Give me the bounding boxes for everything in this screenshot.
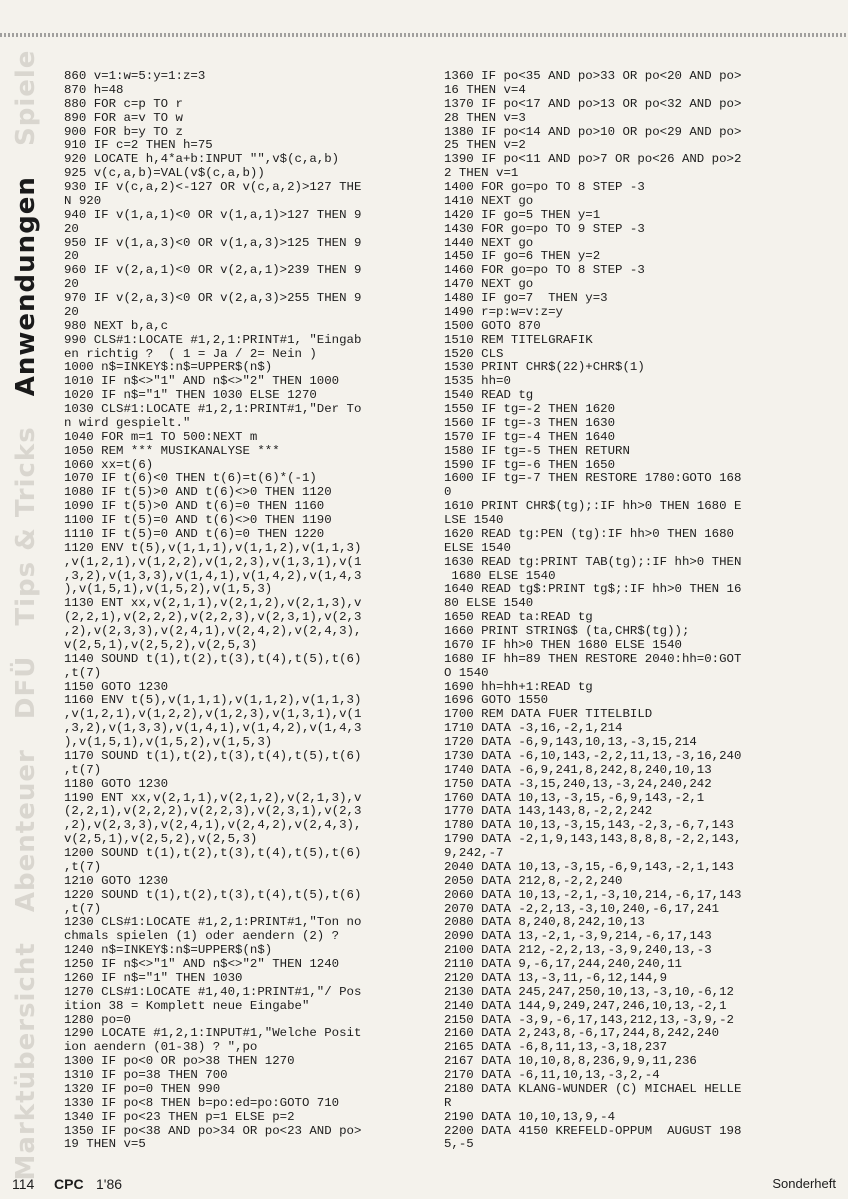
code-line: 1310 IF po=38 THEN 700 [64, 1068, 228, 1082]
code-line: 20 [64, 304, 79, 319]
code-line: 930 IF v(c,a,2)<-127 OR v(c,a,2)>127 THE [64, 180, 362, 194]
code-line: 1650 READ ta:READ tg [444, 610, 593, 625]
code-line: ),v(1,5,1),v(1,5,2),v(1,5,3) [64, 735, 273, 749]
code-line: 28 THEN v=3 [444, 110, 526, 125]
code-line: 880 FOR c=p TO r [64, 96, 183, 111]
code-line: ,2),v(2,3,3),v(2,4,1),v(2,4,2),v(2,4,3), [64, 818, 362, 833]
code-line: ,3,2),v(1,3,3),v(1,4,1),v(1,4,2),v(1,4,3 [64, 568, 362, 583]
code-line: 1780 DATA 10,13,-3,15,143,-2,3,-6,7,143 [444, 818, 734, 833]
code-line: 1350 IF po<38 AND po>34 OR po<23 AND po> [64, 1123, 362, 1138]
code-line: 20 [64, 277, 79, 292]
code-line: 1696 GOTO 1550 [444, 693, 549, 708]
code-line: 1720 DATA -6,9,143,10,13,-3,15,214 [444, 735, 697, 749]
code-line: 2120 DATA 13,-3,11,-6,12,144,9 [444, 970, 668, 985]
code-line: 20 [64, 249, 79, 264]
code-line: 2110 DATA 9,-6,17,244,240,240,11 [444, 957, 682, 971]
code-line: 1550 IF tg=-2 THEN 1620 [444, 402, 616, 416]
code-line: 1150 GOTO 1230 [64, 679, 169, 694]
code-line: 1700 REM DATA FUER TITELBILD [444, 707, 653, 722]
code-line: 1430 FOR go=po TO 9 STEP -3 [444, 221, 645, 236]
code-line: ,3,2),v(1,3,3),v(1,4,1),v(1,4,2),v(1,4,3 [64, 721, 362, 736]
code-line: 0 [444, 485, 452, 500]
code-line: 2060 DATA 10,13,-2,1,-3,10,214,-6,17,143 [444, 887, 742, 902]
code-line: 1520 CLS [444, 346, 504, 361]
code-line: 1020 IF n$="1" THEN 1030 ELSE 1270 [64, 388, 317, 403]
code-line: 1030 CLS#1:LOCATE #1,2,1:PRINT#1,"Der To [64, 402, 362, 416]
code-line: 2167 DATA 10,10,8,8,236,9,9,11,236 [444, 1054, 697, 1069]
code-line: ion aendern (01-38) ? ",po [64, 1040, 258, 1055]
code-line: 1620 READ tg:PEN (tg):IF hh>0 THEN 1680 [444, 526, 734, 541]
code-line: en richtig ? ( 1 = Ja / 2= Nein ) [64, 346, 317, 361]
code-line: 2080 DATA 8,240,8,242,10,13 [444, 915, 645, 930]
code-line: 1200 SOUND t(1),t(2),t(3),t(4),t(5),t(6) [64, 846, 362, 860]
code-line: 1470 NEXT go [444, 277, 534, 292]
code-line: 1180 GOTO 1230 [64, 776, 169, 791]
code-line: 1250 IF n$<>"1" AND n$<>"2" THEN 1240 [64, 957, 340, 971]
code-line: 1210 GOTO 1230 [64, 873, 169, 888]
code-line: 9,242,-7 [444, 846, 504, 860]
code-line: n wird gespielt." [64, 415, 191, 430]
code-line: 1060 xx=t(6) [64, 457, 154, 472]
code-line: 2190 DATA 10,10,13,9,-4 [444, 1109, 616, 1124]
section-sidebar [0, 49, 52, 1181]
code-line: 1535 hh=0 [444, 374, 511, 389]
code-line: 1080 IF t(5)>0 AND t(6)<>0 THEN 1120 [64, 485, 332, 500]
code-line: O 1540 [444, 665, 489, 680]
code-line: 1690 hh=hh+1:READ tg [444, 679, 593, 694]
code-line: 870 h=48 [64, 82, 124, 97]
code-line: 1380 IF po<14 AND po>10 OR po<29 AND po> [444, 124, 742, 139]
code-line: 1190 ENT xx,v(2,1,1),v(2,1,2),v(2,1,3),v [64, 790, 362, 805]
code-line: 2140 DATA 144,9,249,247,246,10,13,-2,1 [444, 998, 727, 1013]
code-line: N 920 [64, 193, 102, 208]
code-line: 1410 NEXT go [444, 193, 534, 208]
code-line: 1480 IF go=7 THEN y=3 [444, 291, 608, 305]
code-line: 1170 SOUND t(1),t(2),t(3),t(4),t(5),t(6) [64, 748, 362, 763]
code-line: 1590 IF tg=-6 THEN 1650 [444, 457, 616, 472]
code-line: 1090 IF t(5)>0 AND t(6)=0 THEN 1160 [64, 499, 325, 514]
magazine-name: CPC [54, 1176, 84, 1192]
code-line: v(2,5,1),v(2,5,2),v(2,5,3) [64, 637, 258, 652]
code-line: (2,2,1),v(2,2,2),v(2,2,3),v(2,3,1),v(2,3 [64, 804, 362, 819]
code-line: 900 FOR b=y TO z [64, 124, 183, 139]
code-line: 890 FOR a=v TO w [64, 110, 183, 125]
code-line: 1510 REM TITELGRAFIK [444, 332, 593, 347]
code-line: LSE 1540 [444, 513, 504, 527]
code-line: 1460 FOR go=po TO 8 STEP -3 [444, 263, 645, 278]
code-line: 2070 DATA -2,2,13,-3,10,240,-6,17,241 [444, 901, 720, 916]
code-line: 1300 IF po<0 OR po>38 THEN 1270 [64, 1054, 295, 1069]
code-line: ,t(7) [64, 762, 102, 777]
code-line: 1140 SOUND t(1),t(2),t(3),t(4),t(5),t(6) [64, 651, 362, 666]
code-line: 980 NEXT b,a,c [64, 318, 169, 333]
code-line: 1500 GOTO 870 [444, 318, 541, 333]
code-line: 950 IF v(1,a,3)<0 OR v(1,a,3)>125 THEN 9 [64, 235, 362, 250]
code-line: 2160 DATA 2,243,8,-6,17,244,8,242,240 [444, 1026, 720, 1041]
code-line: 1040 FOR m=1 TO 500:NEXT m [64, 429, 258, 444]
sidebar-item-spiele: Spiele [11, 49, 41, 146]
code-line: 1000 n$=INKEY$:n$=UPPER$(n$) [64, 360, 273, 375]
code-line: 1490 r=p:w=v:z=y [444, 304, 563, 319]
code-line: ,v(1,2,1),v(1,2,2),v(1,2,3),v(1,3,1),v(1 [64, 554, 362, 569]
code-line: 2040 DATA 10,13,-3,15,-6,9,143,-2,1,143 [444, 859, 734, 874]
code-line: 1540 READ tg [444, 388, 534, 403]
code-line: 5,-5 [444, 1137, 474, 1152]
code-line: 1680 ELSE 1540 [444, 568, 556, 583]
code-line: 1230 CLS#1:LOCATE #1,2,1:PRINT#1,"Ton no [64, 915, 362, 930]
code-line: ),v(1,5,1),v(1,5,2),v(1,5,3) [64, 582, 273, 597]
code-line: 960 IF v(2,a,1)<0 OR v(2,a,1)>239 THEN 9 [64, 263, 362, 278]
sidebar-item-marktuebersicht: Marktübersicht [11, 942, 41, 1181]
code-line: 1130 ENT xx,v(2,1,1),v(2,1,2),v(2,1,3),v [64, 596, 362, 611]
code-line: 20 [64, 221, 79, 236]
code-line: 1290 LOCATE #1,2,1:INPUT#1,"Welche Posit [64, 1026, 362, 1041]
code-line: 1600 IF tg=-7 THEN RESTORE 1780:GOTO 168 [444, 471, 742, 486]
code-line: 925 v(c,a,b)=VAL(v$(c,a,b)) [64, 166, 265, 181]
code-line: (2,2,1),v(2,2,2),v(2,2,3),v(2,3,1),v(2,3 [64, 610, 362, 625]
code-line: ,2),v(2,3,3),v(2,4,1),v(2,4,2),v(2,4,3), [64, 624, 362, 638]
code-line: 80 ELSE 1540 [444, 596, 534, 611]
code-line: 1400 FOR go=po TO 8 STEP -3 [444, 180, 645, 194]
code-line: 1420 IF go=5 THEN y=1 [444, 207, 601, 222]
code-line: 1330 IF po<8 THEN b=po:ed=po:GOTO 710 [64, 1095, 340, 1110]
code-line: 1440 NEXT go [444, 235, 534, 250]
code-line: 2170 DATA -6,11,10,13,-3,2,-4 [444, 1068, 660, 1082]
code-line: 1670 IF hh>0 THEN 1680 ELSE 1540 [444, 637, 682, 652]
code-line: 2200 DATA 4150 KREFELD-OPPUM AUGUST 198 [444, 1123, 742, 1138]
code-line: 2180 DATA KLANG-WUNDER (C) MICHAEL HELLE [444, 1081, 742, 1096]
code-line: 1710 DATA -3,16,-2,1,214 [444, 721, 623, 736]
top-rule [0, 33, 848, 37]
code-line: 1580 IF tg=-5 THEN RETURN [444, 443, 630, 458]
code-line: 920 LOCATE h,4*a+b:INPUT "",v$(c,a,b) [64, 152, 340, 167]
sidebar-item-dfue: DFÜ [11, 655, 41, 720]
code-line: 1570 IF tg=-4 THEN 1640 [444, 429, 616, 444]
code-line: 1340 IF po<23 THEN p=1 ELSE p=2 [64, 1109, 295, 1124]
code-line: 25 THEN v=2 [444, 138, 526, 153]
code-line: 1070 IF t(6)<0 THEN t(6)=t(6)*(-1) [64, 471, 317, 486]
code-line: 1160 ENV t(5),v(1,1,1),v(1,1,2),v(1,1,3) [64, 693, 362, 708]
code-line: 1320 IF po=0 THEN 990 [64, 1081, 221, 1096]
code-line: 1010 IF n$<>"1" AND n$<>"2" THEN 1000 [64, 374, 340, 389]
sidebar-item-tips-tricks: Tips & Tricks [11, 426, 41, 626]
code-line: 1220 SOUND t(1),t(2),t(3),t(4),t(5),t(6) [64, 887, 362, 902]
code-line: 1640 READ tg$:PRINT tg$;:IF hh>0 THEN 16 [444, 582, 742, 597]
code-line: 1740 DATA -6,9,241,8,242,8,240,10,13 [444, 762, 712, 777]
code-line: 1360 IF po<35 AND po>33 OR po<20 AND po> [444, 69, 742, 83]
code-listing-left [64, 70, 444, 1152]
code-line: ELSE 1540 [444, 540, 511, 555]
code-line: 2165 DATA -6,8,11,13,-3,18,237 [444, 1040, 668, 1055]
issue-number: 1'86 [96, 1176, 123, 1192]
code-line: 1680 IF hh=89 THEN RESTORE 2040:hh=0:GOT [444, 651, 742, 666]
code-line: ition 38 = Komplett neue Eingabe" [64, 998, 310, 1013]
code-line: 1050 REM *** MUSIKANALYSE *** [64, 443, 280, 458]
code-line: ,t(7) [64, 665, 102, 680]
code-line: 1280 po=0 [64, 1012, 131, 1027]
code-line: 1450 IF go=6 THEN y=2 [444, 249, 601, 264]
code-line: 19 THEN v=5 [64, 1137, 146, 1152]
code-line: 1240 n$=INKEY$:n$=UPPER$(n$) [64, 943, 273, 958]
code-line: 910 IF c=2 THEN h=75 [64, 138, 213, 153]
code-line: 2100 DATA 212,-2,2,13,-3,9,240,13,-3 [444, 943, 712, 958]
code-line: 860 v=1:w=5:y=1:z=3 [64, 69, 206, 83]
code-line: 1560 IF tg=-3 THEN 1630 [444, 415, 616, 430]
code-line: 1630 READ tg:PRINT TAB(tg);:IF hh>0 THEN [444, 554, 742, 569]
sidebar-item-abenteuer: Abenteuer [11, 749, 41, 913]
code-line: 970 IF v(2,a,3)<0 OR v(2,a,3)>255 THEN 9 [64, 291, 362, 305]
code-line: 1110 IF t(5)=0 AND t(6)=0 THEN 1220 [64, 526, 325, 541]
edition-label: Sonderheft [772, 1176, 836, 1191]
code-line: 1760 DATA 10,13,-3,15,-6,9,143,-2,1 [444, 790, 705, 805]
code-line: ,t(7) [64, 901, 102, 916]
code-line: 940 IF v(1,a,1)<0 OR v(1,a,1)>127 THEN 9 [64, 207, 362, 222]
code-line: 990 CLS#1:LOCATE #1,2,1:PRINT#1, "Eingab [64, 332, 362, 347]
code-line: 1750 DATA -3,15,240,13,-3,24,240,242 [444, 776, 712, 791]
code-line: 2050 DATA 212,8,-2,2,240 [444, 873, 623, 888]
code-line: 1660 PRINT STRING$ (ta,CHR$(tg)); [444, 624, 690, 638]
code-line: 2090 DATA 13,-2,1,-3,9,214,-6,17,143 [444, 929, 712, 944]
code-line: 1530 PRINT CHR$(22)+CHR$(1) [444, 360, 645, 375]
code-line: ,t(7) [64, 859, 102, 874]
code-line: 1120 ENV t(5),v(1,1,1),v(1,1,2),v(1,1,3) [64, 540, 362, 555]
page-footer [12, 1176, 836, 1196]
code-line: 1100 IF t(5)=0 AND t(6)<>0 THEN 1190 [64, 513, 332, 527]
code-line: 1390 IF po<11 AND po>7 OR po<26 AND po>2 [444, 152, 742, 167]
code-line: 1260 IF n$="1" THEN 1030 [64, 970, 243, 985]
code-line: chmals spielen (1) oder aendern (2) ? [64, 929, 340, 944]
sidebar-item-anwendungen: Anwendungen [11, 176, 41, 397]
code-line: 1270 CLS#1:LOCATE #1,40,1:PRINT#1,"/ Pos [64, 984, 362, 999]
code-line: 1730 DATA -6,10,143,-2,2,11,13,-3,16,240 [444, 748, 742, 763]
sidebar-labels [11, 40, 41, 1191]
page-number: 114 [12, 1176, 35, 1192]
code-line: 2130 DATA 245,247,250,10,13,-3,10,-6,12 [444, 984, 734, 999]
code-listing-right [444, 70, 836, 1152]
code-line: 16 THEN v=4 [444, 82, 526, 97]
code-line: v(2,5,1),v(2,5,2),v(2,5,3) [64, 832, 258, 847]
code-line: ,v(1,2,1),v(1,2,2),v(1,2,3),v(1,3,1),v(1 [64, 707, 362, 722]
code-line: 1370 IF po<17 AND po>13 OR po<32 AND po> [444, 96, 742, 111]
code-line: 2150 DATA -3,9,-6,17,143,212,13,-3,9,-2 [444, 1012, 734, 1027]
code-line: 1610 PRINT CHR$(tg);:IF hh>0 THEN 1680 E [444, 499, 742, 514]
code-line: 1770 DATA 143,143,8,-2,2,242 [444, 804, 653, 819]
code-line: 1790 DATA -2,1,9,143,143,8,8,8,-2,2,143, [444, 832, 742, 847]
code-line: R [444, 1095, 452, 1110]
code-line: 2 THEN v=1 [444, 166, 519, 181]
